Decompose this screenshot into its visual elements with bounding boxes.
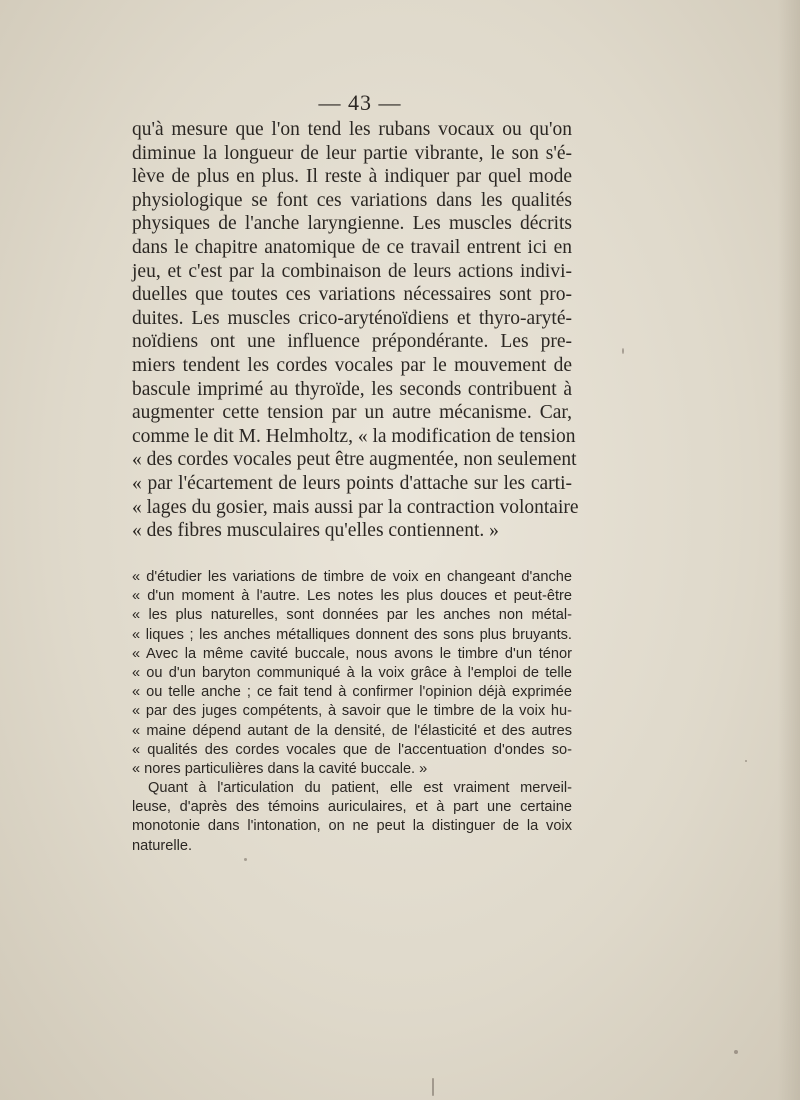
paragraph-line: physiologique se font ces variations dans les qualités [132, 189, 572, 211]
paragraph-line: physiques de l'anche laryngienne. Les muscles décrits [132, 213, 572, 235]
paragraph-line: lève de plus en plus. Il reste à indiquer par quel mode [132, 166, 572, 188]
quote-line: « maine dépend autant de la densité, de l'élasticité et des autres [132, 722, 572, 739]
paper-speck [432, 1078, 434, 1096]
paragraph-line: dans le chapitre anatomique de ce travail entrent ici en [132, 236, 572, 258]
quote-line: « nores particulières dans la cavité buccale. » [132, 760, 428, 777]
closing-paragraph-line: leuse, d'après des témoins auriculaires, et à part une certaine [132, 799, 572, 816]
paragraph-line: diminue la longueur de leur partie vibrante, le son s'é- [132, 142, 572, 164]
quote-line: « ou d'un baryton communiqué à la voix grâce à l'emploi de telle [132, 664, 572, 681]
page-number: — 43 — [318, 90, 402, 115]
quote-line: « qualités des cordes vocales que de l'accentuation d'ondes so- [132, 741, 572, 758]
paragraph-line: comme le dit M. Helmholtz, « la modification de tension [132, 425, 576, 447]
closing-paragraph-line: monotonie dans l'intonation, on ne peut la distinguer de la voix [132, 818, 572, 835]
quote-line: « Avec la même cavité buccale, nous avons le timbre d'un ténor [132, 645, 572, 662]
paper-speck [745, 760, 747, 762]
paragraph-line: « des cordes vocales peut être augmentée, non seulement [132, 449, 577, 471]
paragraph-line: « lages du gosier, mais aussi par la contraction volontaire [132, 496, 579, 518]
paragraph-line: « par l'écartement de leurs points d'attache sur les carti- [132, 472, 572, 494]
paragraph-line: duites. Les muscles crico-aryténoïdiens et thyro-aryté- [132, 307, 572, 329]
quote-line: « liques ; les anches métalliques donnent des sons plus bruyants. [132, 626, 572, 643]
quote-line: « d'un moment à l'autre. Les notes les plus douces et peut-être [132, 588, 572, 605]
paragraph-line: bascule imprimé au thyroïde, les seconds contribuent à [132, 378, 572, 400]
paragraph-line: augmenter cette tension par un autre mécanisme. Car, [132, 402, 572, 424]
paper-speck [622, 348, 624, 354]
paragraph-line: jeu, et c'est par la combinaison de leurs actions indivi- [132, 260, 572, 282]
paper-speck [734, 1050, 738, 1054]
closing-paragraph-line: naturelle. [132, 837, 193, 854]
quotation-block [132, 568, 572, 856]
paper-speck [244, 858, 247, 861]
quote-line: « par des juges compétents, à savoir que le timbre de la voix hu- [132, 703, 572, 720]
paragraph-line: noïdiens ont une influence prépondérante. Les pre- [132, 331, 572, 353]
quote-line: « les plus naturelles, sont données par les anches non métal- [132, 607, 572, 624]
paragraph-line: qu'à mesure que l'on tend les rubans vocaux ou qu'on [132, 119, 572, 140]
main-paragraph [132, 118, 579, 543]
paragraph-line: miers tendent les cordes vocales par le mouvement de [132, 354, 572, 376]
paragraph-line: « des fibres musculaires qu'elles contiennent. » [132, 520, 499, 542]
quote-line: « ou telle anche ; ce fait tend à confirmer l'opinion déjà exprimée [132, 684, 572, 701]
paragraph-line: duelles que toutes ces variations nécessaires sont pro- [132, 284, 572, 306]
page-edge-shadow [778, 0, 800, 1100]
closing-paragraph-line: Quant à l'articulation du patient, elle est vraiment merveil- [148, 780, 572, 797]
quote-line: « d'étudier les variations de timbre de voix en changeant d'anche [132, 569, 572, 585]
